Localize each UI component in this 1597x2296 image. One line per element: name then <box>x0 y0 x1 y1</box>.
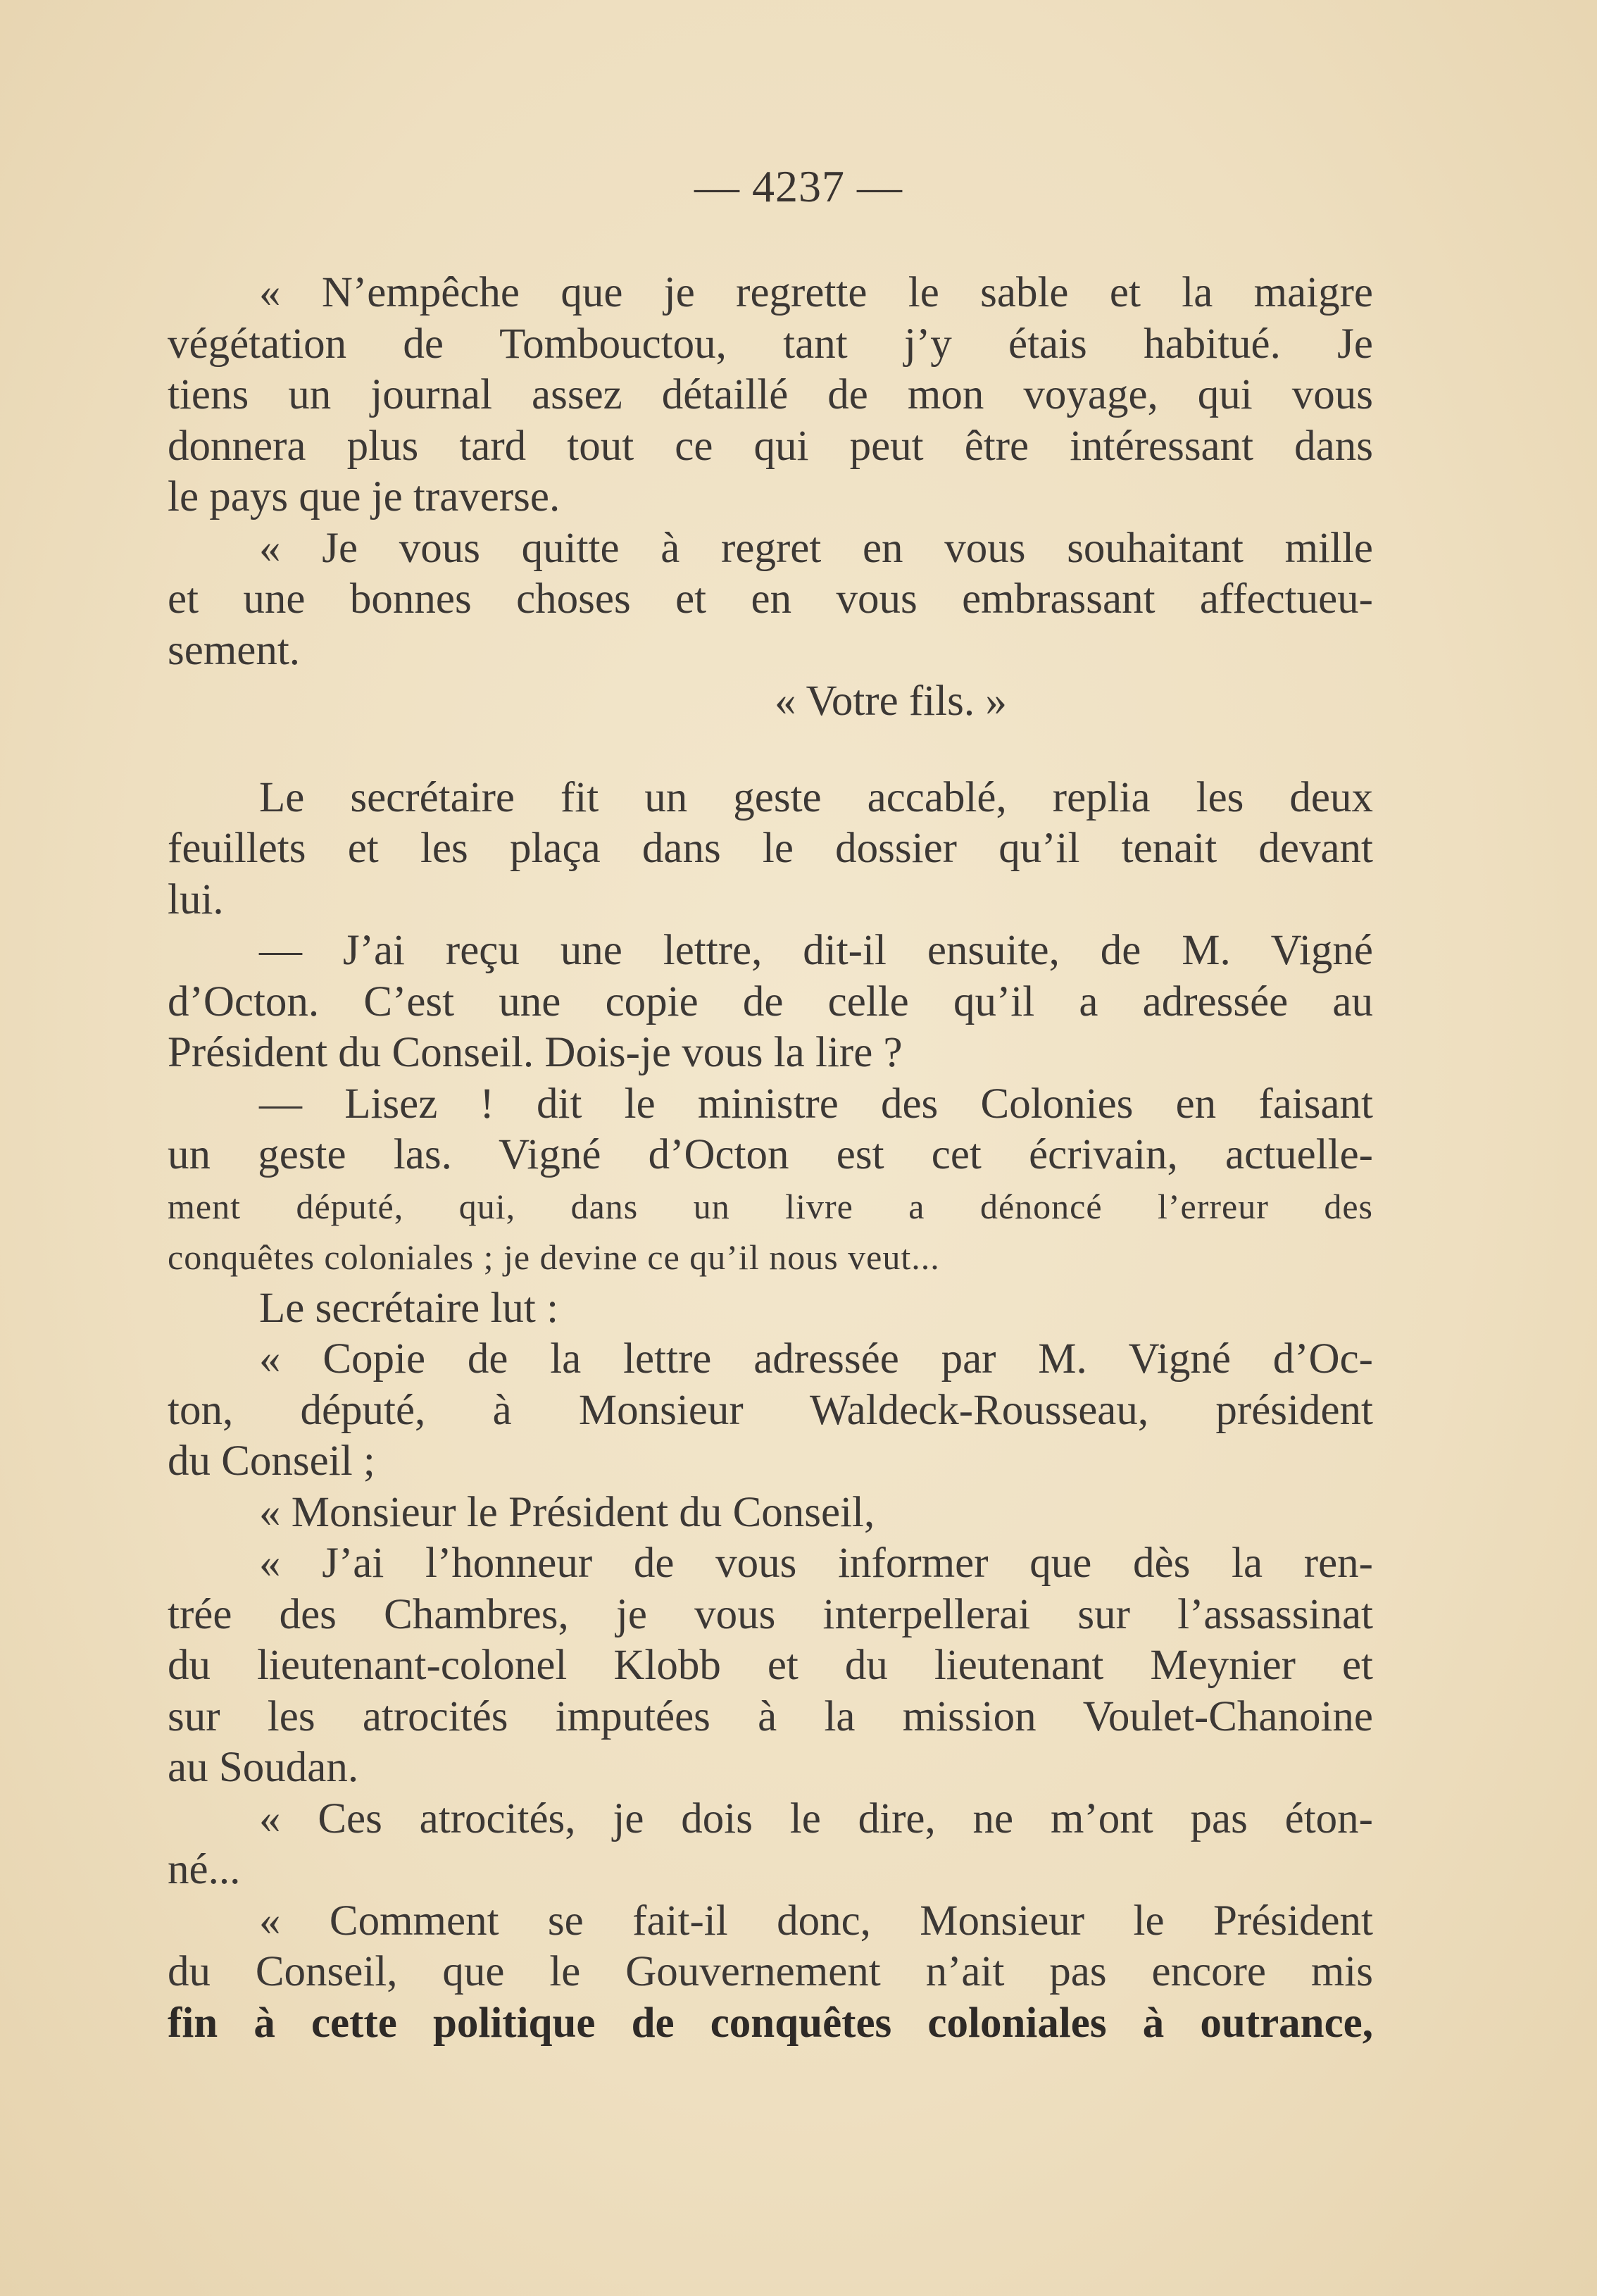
text-line: sur les atrocités imputées à la mission Voulet-Chanoine <box>168 1692 1373 1740</box>
text-line: et une bonnes choses et en vous embrassant affectueu- <box>168 575 1373 623</box>
text-line: au Soudan. <box>168 1744 359 1791</box>
paragraph-gap <box>168 728 1373 773</box>
text-line: ment député, qui, dans un livre a dénoncé l’erreur des <box>168 1186 1373 1226</box>
text-line: « J’ai l’honneur de vous informer que dès la ren- <box>259 1540 1373 1587</box>
letter-signature: « Votre fils. » <box>775 678 1007 725</box>
text-line: le pays que je traverse. <box>168 473 560 520</box>
text-line: né... <box>168 1846 241 1893</box>
text-line: du Conseil ; <box>168 1437 375 1485</box>
text-line: Le secrétaire lut : <box>259 1284 559 1332</box>
text-line: Président du Conseil. Dois-je vous la lire ? <box>168 1029 903 1076</box>
text-line: trée des Chambres, je vous interpellerai sur l’assassinat <box>168 1590 1373 1638</box>
text-line: « Comment se fait-il donc, Monsieur le Président <box>259 1897 1373 1945</box>
text-line: sement. <box>168 626 301 674</box>
text-line: un geste las. Vigné d’Octon est cet écrivain, actuelle- <box>168 1131 1373 1178</box>
text-line: Le secrétaire fit un geste accablé, replia les deux <box>259 773 1373 821</box>
text-line: ton, député, à Monsieur Waldeck-Rousseau, président <box>168 1386 1373 1434</box>
text-line: — J’ai reçu une lettre, dit-il ensuite, de M. Vigné <box>259 927 1373 974</box>
text-line: végétation de Tombouctou, tant j’y étais habitué. Je <box>168 320 1373 368</box>
text-line: — Lisez ! dit le ministre des Colonies en faisant <box>259 1080 1373 1128</box>
text-line: « N’empêche que je regrette le sable et la maigre <box>259 269 1373 316</box>
text-line: « Monsieur le Président du Conseil, <box>259 1488 875 1536</box>
text-line: tiens un journal assez détaillé de mon voyage, qui vous <box>168 371 1373 418</box>
text-line: d’Octon. C’est une copie de celle qu’il a adressée au <box>168 978 1373 1025</box>
text-line: « Ces atrocités, je dois le dire, ne m’ont pas éton- <box>259 1795 1373 1842</box>
text-line: du lieutenant-colonel Klobb et du lieutenant Meynier et <box>168 1642 1373 1689</box>
text-line: lui. <box>168 875 224 923</box>
text-line: conquêtes coloniales ; je devine ce qu’il nous veut... <box>168 1237 940 1277</box>
text-line: donnera plus tard tout ce qui peut être intéressant dans <box>168 422 1373 470</box>
text-line: « Je vous quitte à regret en vous souhaitant mille <box>259 524 1373 572</box>
text-line: feuillets et les plaça dans le dossier qu’il tenait devant <box>168 825 1373 872</box>
text-line: du Conseil, que le Gouvernement n’ait pas encore mis <box>168 1948 1373 1995</box>
text-line: fin à cette politique de conquêtes coloniales à outrance, <box>168 1999 1373 2047</box>
page-number: — 4237 — <box>694 161 903 211</box>
text-line: « Copie de la lettre adressée par M. Vigné d’Oc- <box>259 1335 1373 1383</box>
body-text <box>168 268 1373 2049</box>
